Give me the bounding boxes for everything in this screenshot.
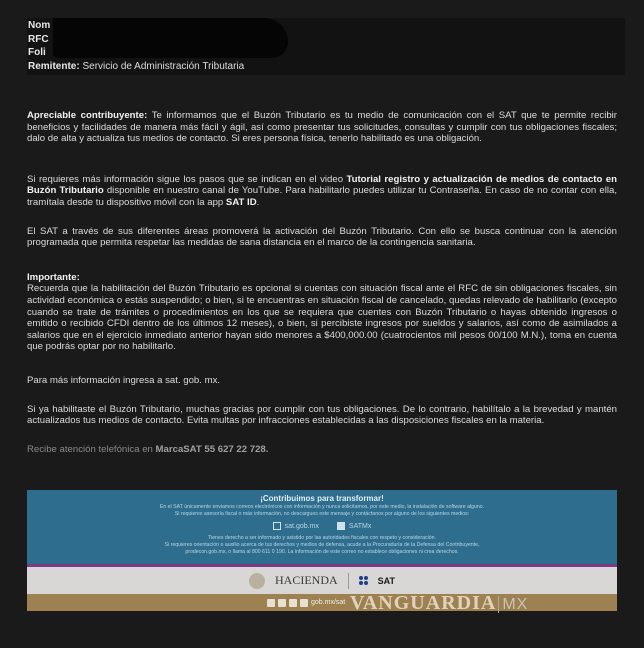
twitter-icon xyxy=(337,522,345,530)
more-info-paragraph: Para más información ingresa a sat. gob. mx. xyxy=(27,374,221,386)
gob-link[interactable]: gob.mx/sat xyxy=(311,599,346,606)
phone-paragraph xyxy=(27,444,617,456)
tutorial-text-c: . xyxy=(256,196,260,208)
banner-links xyxy=(27,522,617,530)
hacienda-logo: HACIENDA xyxy=(274,573,338,587)
banner-line: Si requieres orientación o auxilio acerca de tus derechos y medios de defensa, acude a la Procuraduría de la Defensa del Contribuyente, xyxy=(164,542,480,548)
remitente-row xyxy=(28,60,625,74)
message-header xyxy=(27,18,625,75)
globe-icon xyxy=(273,522,281,530)
instagram-icon[interactable] xyxy=(289,599,297,607)
intro-text: Te informamos que el Buzón Tributario es tu medio de comunicación con el SAT que te permite recibir beneficios y facilidades de manera más fácil y ágil, así como presentar tus solicitudes, consultas y cumplir con tus obligaciones fiscales; dalo de alta y actualiza tus medios de contacto. Si eres persona física, tenerlo habilitado es una obligación. xyxy=(27,110,617,145)
folio-row xyxy=(28,46,625,60)
tutorial-paragraph xyxy=(27,174,617,209)
divider xyxy=(348,573,349,589)
remitente-value: Servicio de Administración Tributaria xyxy=(82,60,245,72)
web-link-label: sat.gob.mx xyxy=(284,522,319,530)
message-body xyxy=(27,110,617,455)
sat-logo-icon xyxy=(359,576,368,585)
banner-title: ¡Contribuimos para transformar! xyxy=(260,494,384,503)
rfc-row xyxy=(28,33,625,47)
twitter-link-label: SATMx xyxy=(348,522,372,530)
watermark xyxy=(350,594,528,614)
folio-label: Foli xyxy=(28,47,46,58)
tutorial-text-a: Si requieres más información sigue los pasos que se indican en el video xyxy=(27,173,347,185)
rfc-label: RFC xyxy=(28,33,49,45)
sat-banner xyxy=(27,490,617,567)
watermark-suffix: MX xyxy=(498,596,528,613)
nombre-label: Nom xyxy=(28,20,51,31)
tutorial-text-b: disponible en nuestro canal de YouTube. Para habilitarlo puedes utilizar tu Contraseña. En caso de no contar con ella, tramítala desde tu dispositivo móvil con la app xyxy=(27,185,617,208)
sat-logo: SAT xyxy=(377,575,395,586)
important-title: Importante: xyxy=(27,271,80,283)
tutorial-link[interactable]: Tutorial registro y actualización de medios de contacto en Buzón Tributario xyxy=(27,173,617,197)
social-bar xyxy=(27,594,617,611)
banner-line: Si requieres asesoría fiscal o más información, no descargues este mensaje y contáctanos por alguno de los siguientes medios: xyxy=(174,511,470,517)
youtube-icon[interactable] xyxy=(300,599,308,607)
sat-id-app: SAT ID xyxy=(225,196,257,208)
banner-line: Tienes derecho a ser informado y asistido por las autoridades fiscales con respeto y consideración. xyxy=(208,535,436,541)
greeting: Apreciable contribuyente: xyxy=(27,110,148,121)
facebook-icon[interactable] xyxy=(267,599,275,607)
web-link[interactable] xyxy=(273,522,319,530)
important-paragraph: Recuerda que la habilitación del Buzón Tributario es opcional si cuentas con situación fiscal ante el RFC de sin obligaciones fiscales, sin actividad económica o estás suspendido; o bien, si te encuentras en situación fiscal de cancelado, quedas relevado de habilitarlo (excepto cuando se trate de trámites o procedimientos en los que se requiera que cuentes con Buzón Tributario o hayas obtenido ingresos o emitido o recibido CFDI dentro de los últimos 12 meses), o bien, si percibiste ingresos por sueldos y salarios, así como de asimilados a salarios que en el ejercicio inmediato anterior hayan sido menores a $400,000.00 (cuatrocientos mil pesos 00/100 M.N.), toma en cuenta que podrás optar por no habilitarlo. xyxy=(27,283,617,353)
twitter-link[interactable] xyxy=(337,522,371,530)
mexico-seal-icon xyxy=(249,573,265,589)
remitente-label: Remitente: xyxy=(28,60,80,72)
nombre-row xyxy=(28,19,625,33)
banner-line: En el SAT únicamente enviamos correos electrónicos con información y nunca solicitamos, por este medio, la instalación de software alguno. xyxy=(159,504,485,510)
activation-paragraph: El SAT a través de sus diferentes áreas promoverá la activación del Buzón Tributario. Con ello se busca continuar con la atención programada que permita respetar las medidas de sana distancia en el marco de la contingencia sanitaria. xyxy=(27,225,617,249)
phone-text: Recibe atención telefónica en xyxy=(27,443,156,455)
twitter-icon[interactable] xyxy=(278,599,286,607)
thanks-paragraph: Si ya habilitaste el Buzón Tributario, muchas gracias por cumplir con tus obligaciones. De lo contrario, habilítalo a la brevedad y mantén actualizados tus medios de contacto. Evita multas por infracciones establecidas a las disposiciones fiscales en la materia. xyxy=(27,403,617,427)
banner-line: prodecon.gob.mx, o llama al 800 611 0 190. La información de este correo no establece obligaciones ni crea derechos. xyxy=(185,549,459,555)
social-links xyxy=(267,598,345,607)
phone-number: MarcaSAT 55 627 22 728. xyxy=(155,443,269,455)
watermark-text: VANGUARDIA xyxy=(350,592,497,614)
intro-paragraph xyxy=(27,110,617,145)
important-title-row xyxy=(27,272,617,284)
logos-bar xyxy=(27,567,617,594)
